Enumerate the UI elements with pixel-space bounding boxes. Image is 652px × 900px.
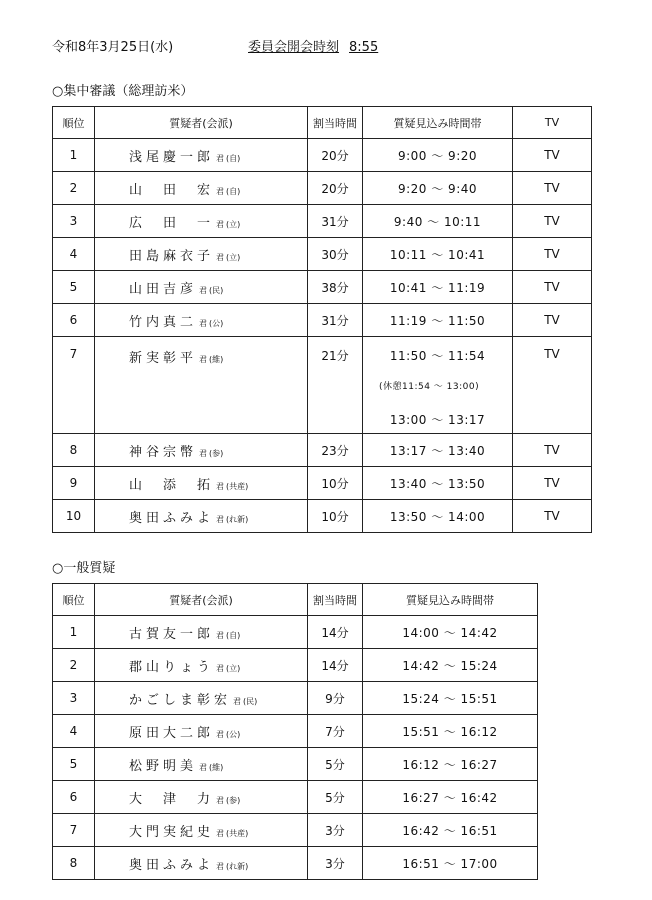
member-name: 山 田 宏 <box>129 182 215 198</box>
tv-cell: TV <box>513 205 592 238</box>
rank-cell: 1 <box>53 616 95 649</box>
party-affiliation: (共産) <box>226 828 249 838</box>
column-header-rank: 順位 <box>53 584 95 616</box>
general-questions-table <box>52 583 538 880</box>
column-header-slot: 質疑見込み時間帯 <box>363 107 513 139</box>
rank-cell: 2 <box>53 172 95 205</box>
table-row <box>53 172 592 205</box>
party-affiliation: (公) <box>226 729 241 739</box>
allocated-time-cell: 9分 <box>308 682 363 715</box>
table-row <box>53 748 538 781</box>
allocated-time-cell: 10分 <box>308 500 363 533</box>
table-row <box>53 467 592 500</box>
time-slot-cell: 9:40 ～ 10:11 <box>363 205 513 238</box>
table-row <box>53 616 538 649</box>
rank-cell: 2 <box>53 649 95 682</box>
party-affiliation: (立) <box>226 663 241 673</box>
honorific: 君 <box>216 729 225 739</box>
allocated-time-cell: 5分 <box>308 781 363 814</box>
honorific: 君 <box>216 861 225 871</box>
rank-cell: 4 <box>53 238 95 271</box>
questioner-cell <box>95 814 308 847</box>
time-slot-cell: 10:41 ～ 11:19 <box>363 271 513 304</box>
honorific: 君 <box>216 153 225 163</box>
tv-cell: TV <box>513 434 592 467</box>
rank-cell: 3 <box>53 682 95 715</box>
rank-cell: 7 <box>53 337 95 434</box>
allocated-time-cell: 5分 <box>308 748 363 781</box>
honorific: 君 <box>216 828 225 838</box>
time-slot-cell: 16:12 ～ 16:27 <box>363 748 538 781</box>
table-row <box>53 139 592 172</box>
column-header-allocated: 割当時間 <box>308 107 363 139</box>
tv-cell: TV <box>513 337 592 434</box>
column-header-questioner: 質疑者(会派) <box>95 107 308 139</box>
questioner-cell <box>95 715 308 748</box>
rank-cell: 9 <box>53 467 95 500</box>
questioner-cell <box>95 847 308 880</box>
honorific: 君 <box>216 481 225 491</box>
time-slot: 11:50 ～ 11:54 <box>389 349 486 363</box>
allocated-time-cell: 30分 <box>308 238 363 271</box>
tv-cell: TV <box>513 304 592 337</box>
tv-cell: TV <box>513 238 592 271</box>
time-slot-cell: 15:51 ～ 16:12 <box>363 715 538 748</box>
allocated-time-cell: 3分 <box>308 847 363 880</box>
party-affiliation: (立) <box>226 219 241 229</box>
time-slot-stack <box>363 337 512 433</box>
allocated-time-cell: 23分 <box>308 434 363 467</box>
rank-cell: 5 <box>53 748 95 781</box>
opening-time-value: 8:55 <box>349 40 379 55</box>
party-affiliation: (民) <box>209 285 224 295</box>
party-affiliation: (立) <box>226 252 241 262</box>
table-header-row <box>53 584 538 616</box>
rank-cell: 5 <box>53 271 95 304</box>
party-affiliation: (参) <box>209 448 224 458</box>
allocated-time-cell: 31分 <box>308 304 363 337</box>
table-row <box>53 337 592 434</box>
time-slot-cell: 15:24 ～ 15:51 <box>363 682 538 715</box>
allocated-time-cell: 20分 <box>308 139 363 172</box>
questioner-cell <box>95 500 308 533</box>
time-slot-cell: 13:50 ～ 14:00 <box>363 500 513 533</box>
intensive-deliberation-table <box>52 106 592 533</box>
party-affiliation: (公) <box>209 318 224 328</box>
member-name: 竹内真二 <box>129 314 198 330</box>
rank-cell: 10 <box>53 500 95 533</box>
table-row <box>53 781 538 814</box>
honorific: 君 <box>216 630 225 640</box>
time-slot-cell <box>363 337 513 434</box>
party-affiliation: (民) <box>243 696 258 706</box>
member-name: 郡山りょう <box>129 659 215 675</box>
time-slot-cell: 16:27 ～ 16:42 <box>363 781 538 814</box>
questioner-cell <box>95 238 308 271</box>
member-name: 大門実紀史 <box>129 824 215 840</box>
questioner-cell <box>95 139 308 172</box>
opening-time-title <box>248 36 378 55</box>
honorific: 君 <box>233 696 242 706</box>
honorific: 君 <box>216 663 225 673</box>
questioner-cell <box>95 271 308 304</box>
allocated-time-cell: 14分 <box>308 649 363 682</box>
section2-heading: ○一般質疑 <box>52 561 116 576</box>
column-header-allocated: 割当時間 <box>308 584 363 616</box>
member-name: 奥田ふみよ <box>129 857 215 873</box>
time-slot-cell: 13:40 ～ 13:50 <box>363 467 513 500</box>
allocated-time-cell: 14分 <box>308 616 363 649</box>
allocated-time-cell: 20分 <box>308 172 363 205</box>
column-header-tv: TV <box>513 107 592 139</box>
questioner-cell <box>95 682 308 715</box>
column-header-slot: 質疑見込み時間帯 <box>363 584 538 616</box>
party-affiliation: (れ新) <box>226 861 249 871</box>
table-row <box>53 238 592 271</box>
party-affiliation: (自) <box>226 186 241 196</box>
session-date: 令和8年3月25日(水) <box>52 40 174 55</box>
section1-heading: ○集中審議（総理訪米） <box>52 84 194 99</box>
rank-cell: 8 <box>53 434 95 467</box>
allocated-time-cell: 7分 <box>308 715 363 748</box>
rank-cell: 4 <box>53 715 95 748</box>
honorific: 君 <box>199 448 208 458</box>
time-slot-cell: 9:20 ～ 9:40 <box>363 172 513 205</box>
time-slot-resumed: 13:00 ～ 13:17 <box>389 413 486 427</box>
table-row <box>53 304 592 337</box>
questioner-cell <box>95 172 308 205</box>
questioner-cell <box>95 748 308 781</box>
honorific: 君 <box>199 285 208 295</box>
table-row <box>53 682 538 715</box>
questioner-cell <box>95 337 308 434</box>
questioner-cell <box>95 304 308 337</box>
tv-cell: TV <box>513 172 592 205</box>
time-slot-cell: 10:11 ～ 10:41 <box>363 238 513 271</box>
honorific: 君 <box>216 252 225 262</box>
member-name: 浅尾慶一郎 <box>129 149 215 165</box>
allocated-time-cell: 31分 <box>308 205 363 238</box>
honorific: 君 <box>216 186 225 196</box>
table-row <box>53 847 538 880</box>
honorific: 君 <box>199 762 208 772</box>
party-affiliation: (維) <box>209 762 224 772</box>
member-name: 松野明美 <box>129 758 198 774</box>
rank-cell: 1 <box>53 139 95 172</box>
questioner-cell <box>95 205 308 238</box>
member-name: 奥田ふみよ <box>129 510 215 526</box>
rank-cell: 7 <box>53 814 95 847</box>
member-name: 原田大二郎 <box>129 725 215 741</box>
rank-cell: 6 <box>53 304 95 337</box>
tv-cell: TV <box>513 139 592 172</box>
member-name: 大 津 力 <box>129 791 215 807</box>
questioner-cell <box>95 434 308 467</box>
questioner-cell <box>95 616 308 649</box>
tv-cell: TV <box>513 500 592 533</box>
allocated-time-cell: 38分 <box>308 271 363 304</box>
table-row <box>53 715 538 748</box>
table-row <box>53 271 592 304</box>
column-header-rank: 順位 <box>53 107 95 139</box>
allocated-time-cell: 10分 <box>308 467 363 500</box>
rank-cell: 6 <box>53 781 95 814</box>
member-name: 古賀友一郎 <box>129 626 215 642</box>
table-header-row <box>53 107 592 139</box>
table-row <box>53 434 592 467</box>
questioner-cell <box>95 467 308 500</box>
allocated-time-cell: 3分 <box>308 814 363 847</box>
member-name: かごしま彰宏 <box>129 692 232 708</box>
allocated-time-cell: 21分 <box>308 337 363 434</box>
honorific: 君 <box>216 795 225 805</box>
member-name: 山田吉彦 <box>129 281 198 297</box>
member-name: 新実彰平 <box>129 351 198 366</box>
time-slot-cell: 16:51 ～ 17:00 <box>363 847 538 880</box>
party-affiliation: (維) <box>209 355 224 364</box>
party-affiliation: (れ新) <box>226 514 249 524</box>
member-name: 山 添 拓 <box>129 477 215 493</box>
member-name: 田島麻衣子 <box>129 248 215 264</box>
time-slot-cell: 14:00 ～ 14:42 <box>363 616 538 649</box>
opening-time-label: 委員会開会時刻 <box>248 40 340 55</box>
recess-note: (休憩11:54 ～ 13:00) <box>379 382 480 392</box>
party-affiliation: (参) <box>226 795 241 805</box>
table-row <box>53 649 538 682</box>
table-row <box>53 500 592 533</box>
party-affiliation: (自) <box>226 153 241 163</box>
honorific: 君 <box>216 514 225 524</box>
table-row <box>53 814 538 847</box>
honorific: 君 <box>199 318 208 328</box>
party-affiliation: (自) <box>226 630 241 640</box>
time-slot-cell: 14:42 ～ 15:24 <box>363 649 538 682</box>
rank-cell: 3 <box>53 205 95 238</box>
time-slot-cell: 16:42 ～ 16:51 <box>363 814 538 847</box>
tv-cell: TV <box>513 467 592 500</box>
honorific: 君 <box>199 355 208 364</box>
member-name: 広 田 一 <box>129 215 215 231</box>
questioner-cell <box>95 781 308 814</box>
time-slot-cell: 11:19 ～ 11:50 <box>363 304 513 337</box>
time-slot-cell: 13:17 ～ 13:40 <box>363 434 513 467</box>
party-affiliation: (共産) <box>226 481 249 491</box>
table-row <box>53 205 592 238</box>
questioner-cell <box>95 649 308 682</box>
time-slot-cell: 9:00 ～ 9:20 <box>363 139 513 172</box>
honorific: 君 <box>216 219 225 229</box>
column-header-questioner: 質疑者(会派) <box>95 584 308 616</box>
member-name: 神谷宗幣 <box>129 444 198 460</box>
tv-cell: TV <box>513 271 592 304</box>
rank-cell: 8 <box>53 847 95 880</box>
